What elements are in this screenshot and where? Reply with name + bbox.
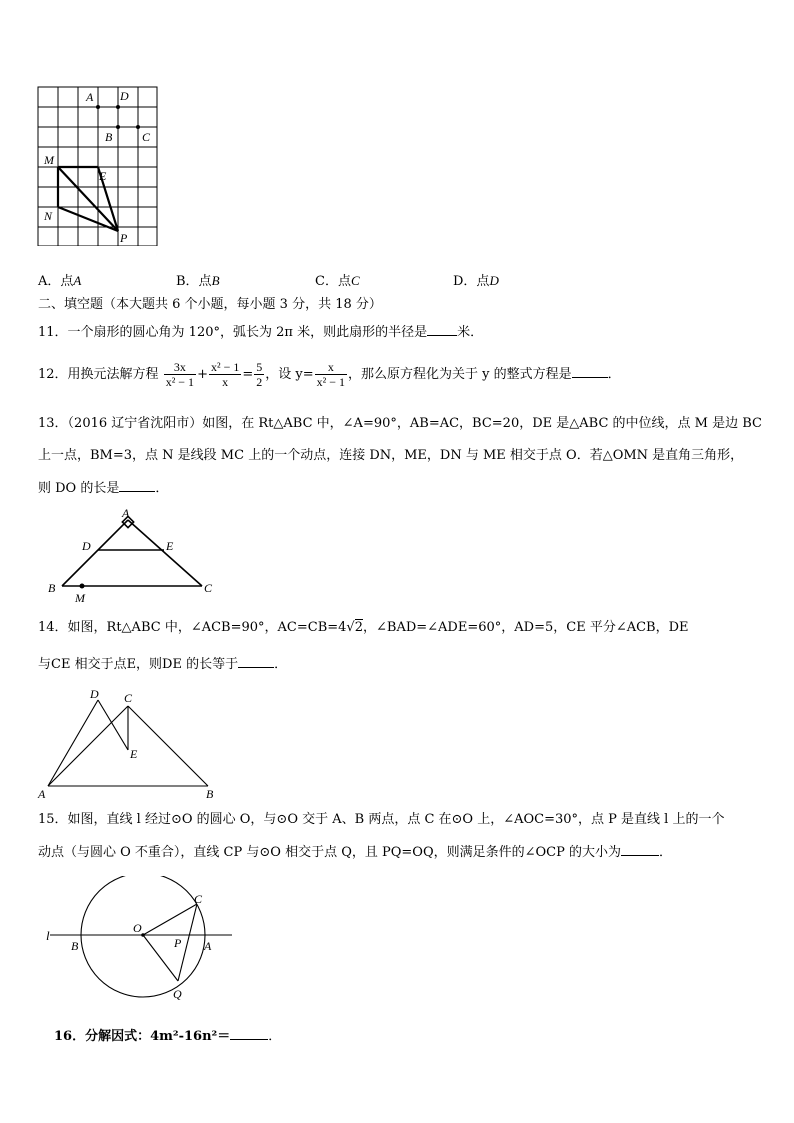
q14-end: ． — [274, 657, 288, 672]
section-title: 二、填空题（本大题共 6 个小题，每小题 3 分，共 18 分） — [38, 297, 382, 312]
q12-f1-den: x² − 1 — [165, 375, 195, 389]
choice-d-prefix: D．点 — [453, 274, 490, 289]
choice-c-point: C — [350, 273, 360, 288]
choice-d-point: D — [489, 273, 499, 288]
center-o — [141, 933, 145, 937]
label-n: N — [44, 209, 53, 223]
q12-prefix: 12．用换元法解方程 — [38, 367, 159, 382]
choice-a[interactable] — [38, 270, 81, 289]
q11-suffix: 米． — [457, 325, 484, 340]
q12-fraction-2 — [209, 360, 241, 389]
q15-label-q: Q — [173, 987, 182, 1001]
q14-line-1a: 14．如图，Rt△ABC 中，∠ACB=90°，AC=CB=4 — [38, 620, 347, 635]
point-c — [136, 125, 140, 129]
choice-b-prefix: B．点 — [176, 274, 212, 289]
choice-d[interactable] — [453, 270, 499, 289]
point-m — [80, 584, 85, 589]
q16-text: 16．分解因式：4m²-16n²＝ — [54, 1029, 231, 1044]
q12-fraction-3 — [254, 360, 264, 389]
label-c: C — [142, 130, 151, 144]
q14-label-a: A — [38, 787, 46, 801]
question-11 — [38, 323, 483, 342]
q16-end: ． — [268, 1029, 282, 1044]
q15-label-l: l — [46, 928, 50, 943]
q13-label-d: D — [82, 539, 91, 553]
q16-blank[interactable] — [230, 1027, 268, 1040]
q13-line-3: 则 DO 的长是 — [38, 481, 120, 496]
label-p: P — [120, 231, 128, 245]
q14-blank[interactable] — [238, 655, 274, 668]
q12-suffix: ，那么原方程化为关于 y 的整式方程是 — [348, 367, 572, 382]
q13-label-b: B — [48, 581, 56, 595]
q14-line-2-text: 与CE 相交于点E，则DE 的长等于 — [38, 657, 239, 672]
q12-fraction-1 — [164, 360, 196, 389]
q13-end: ． — [155, 481, 169, 496]
q15-label-p: P — [174, 936, 182, 950]
q12-f2-den: x — [222, 375, 229, 389]
q15-end: ． — [658, 845, 672, 860]
q13-blank[interactable] — [119, 479, 155, 492]
q14-line-2 — [38, 655, 287, 674]
q13-label-m: M — [75, 591, 85, 604]
q15-label-b: B — [71, 939, 79, 953]
q12-plus: + — [197, 367, 208, 382]
label-b: B — [105, 130, 113, 144]
q14-label-d: D — [90, 687, 99, 701]
q14-line-1 — [38, 619, 689, 637]
q15-label-c: C — [194, 892, 203, 906]
q13-figure — [44, 506, 216, 604]
point-d — [116, 105, 120, 109]
q13-label-a: A — [122, 506, 130, 520]
choice-a-point: A — [73, 273, 82, 288]
q14-label-b: B — [206, 787, 214, 801]
grid-figure — [36, 86, 160, 246]
q12-f4-den: x² − 1 — [316, 375, 345, 389]
q14-sqrt: 2 — [354, 620, 363, 635]
q12-f3-num: 5 — [256, 360, 263, 374]
q12-blank[interactable] — [572, 365, 608, 378]
label-d: D — [120, 89, 129, 103]
q15-line-2-text: 动点（与圆心 O 不重合），直线 CP 与⊙O 相交于点 Q，且 PQ=OQ，则满足条件的∠OCP 的大小为 — [38, 845, 621, 860]
choice-b-point: B — [211, 273, 220, 288]
q12-f2-num: x² − 1 — [210, 360, 240, 374]
q12-mid: ，设 y= — [265, 367, 314, 382]
q15-line-1: 15．如图，直线 l 经过⊙O 的圆心 O，与⊙O 交于 A、B 两点，点 C 在⊙O 上，∠AOC=30°，点 P 是直线 l 上的一个 — [38, 812, 725, 827]
label-e: E — [99, 169, 107, 183]
sqrt-sign: √ — [346, 620, 355, 635]
q14-label-e: E — [130, 747, 138, 761]
q12-f4-num: x — [315, 360, 347, 375]
q14-figure — [36, 686, 222, 802]
choice-a-prefix: A．点 — [38, 274, 74, 289]
q11-text: 11．一个扇形的圆心角为 120°，弧长为 2π 米，则此扇形的半径是 — [38, 325, 428, 340]
q13-label-e: E — [166, 539, 174, 553]
choice-c-prefix: C．点 — [315, 274, 351, 289]
label-a: A — [86, 90, 94, 104]
question-16 — [54, 1027, 281, 1046]
point-b — [116, 125, 120, 129]
q15-label-a: A — [204, 939, 212, 953]
q15-line-2 — [38, 843, 672, 862]
q14-label-c: C — [124, 691, 133, 705]
choice-c[interactable] — [315, 270, 360, 289]
point-a — [96, 105, 100, 109]
q12-end: ． — [607, 367, 621, 382]
q12-f1-num: 3x — [164, 360, 196, 375]
label-m: M — [44, 153, 54, 167]
q13-line-1: 13．（2016 辽宁省沈阳市）如图，在 Rt△ABC 中，∠A=90°，AB=AC，BC=20，DE 是△ABC 的中位线，点 M 是边 BC — [38, 416, 762, 431]
q15-blank[interactable] — [621, 843, 659, 856]
q13-line-2: 上一点，BM=3，点 N 是线段 MC 上的一个动点，连接 DN，ME，DN 与 ME 相交于点 O．若△OMN 是直角三角形， — [38, 448, 744, 463]
q13-label-c: C — [204, 581, 213, 595]
q15-figure — [40, 876, 240, 1006]
q12-fraction-4 — [315, 360, 347, 389]
q11-blank[interactable] — [427, 323, 457, 336]
q12-f3-den: 2 — [256, 375, 263, 389]
q14-line-1b: ，∠BAD=∠ADE=60°，AD=5，CE 平分∠ACB，DE — [363, 620, 689, 635]
choice-b[interactable] — [176, 270, 220, 289]
q15-label-o: O — [133, 921, 142, 935]
q12-eq: = — [242, 367, 254, 382]
question-13-answer — [38, 479, 168, 498]
question-12 — [38, 357, 621, 393]
